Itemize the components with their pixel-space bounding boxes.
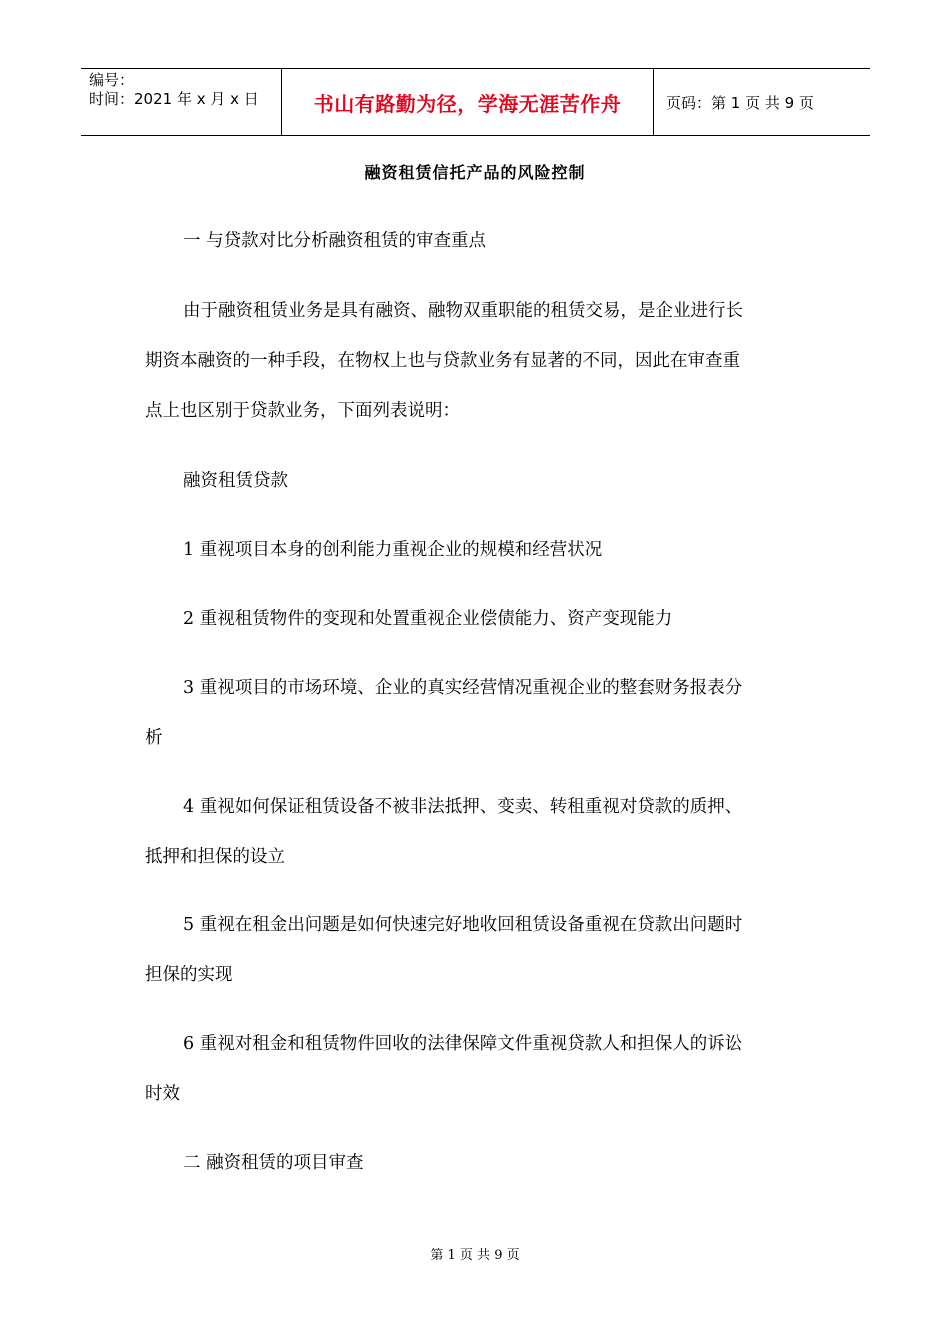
document-number-label: 编号：: [89, 71, 135, 89]
header-motto: 书山有路勤为径，学海无涯苦作舟: [281, 69, 654, 135]
header-meta: [81, 69, 281, 135]
list-item: 5 重视在租金出问题是如何快速完好地收回租赁设备重视在贷款出问题时: [183, 915, 743, 935]
section-heading-1: 一 与贷款对比分析融资租赁的审查重点: [183, 231, 487, 251]
document-time-label: 时间：2021 年 x 月 x 日: [89, 90, 259, 108]
list-item: 1 重视项目本身的创利能力重视企业的规模和经营状况: [183, 540, 603, 560]
paragraph-line: 由于融资租赁业务是具有融资、融物双重职能的租赁交易，是企业进行长: [183, 301, 743, 321]
page-footer: 第 1 页 共 9 页: [430, 1248, 520, 1263]
list-item-continued: 抵押和担保的设立: [145, 847, 285, 867]
header-page-info: 页码：第 1 页 共 9 页: [666, 93, 814, 112]
list-item: 6 重视对租金和租赁物件回收的法律保障文件重视贷款人和担保人的诉讼: [183, 1034, 743, 1054]
paragraph-line: 期资本融资的一种手段，在物权上也与贷款业务有显著的不同，因此在审查重: [145, 351, 740, 371]
list-item: 4 重视如何保证租赁设备不被非法抵押、变卖、转租重视对贷款的质押、: [183, 797, 743, 817]
section-heading-2: 二 融资租赁的项目审查: [183, 1153, 364, 1173]
list-item-continued: 析: [145, 728, 163, 748]
header-table: [81, 68, 870, 136]
document-title: 融资租赁信托产品的风险控制: [364, 163, 586, 182]
list-item-continued: 担保的实现: [145, 965, 233, 985]
list-item: 2 重视租赁物件的变现和处置重视企业偿债能力、资产变现能力: [183, 609, 673, 629]
list-item-continued: 时效: [145, 1084, 180, 1104]
paragraph-line: 点上也区别于贷款业务，下面列表说明：: [145, 401, 460, 421]
list-item: 3 重视项目的市场环境、企业的真实经营情况重视企业的整套财务报表分: [183, 678, 743, 698]
list-header: 融资租赁贷款: [183, 471, 288, 491]
